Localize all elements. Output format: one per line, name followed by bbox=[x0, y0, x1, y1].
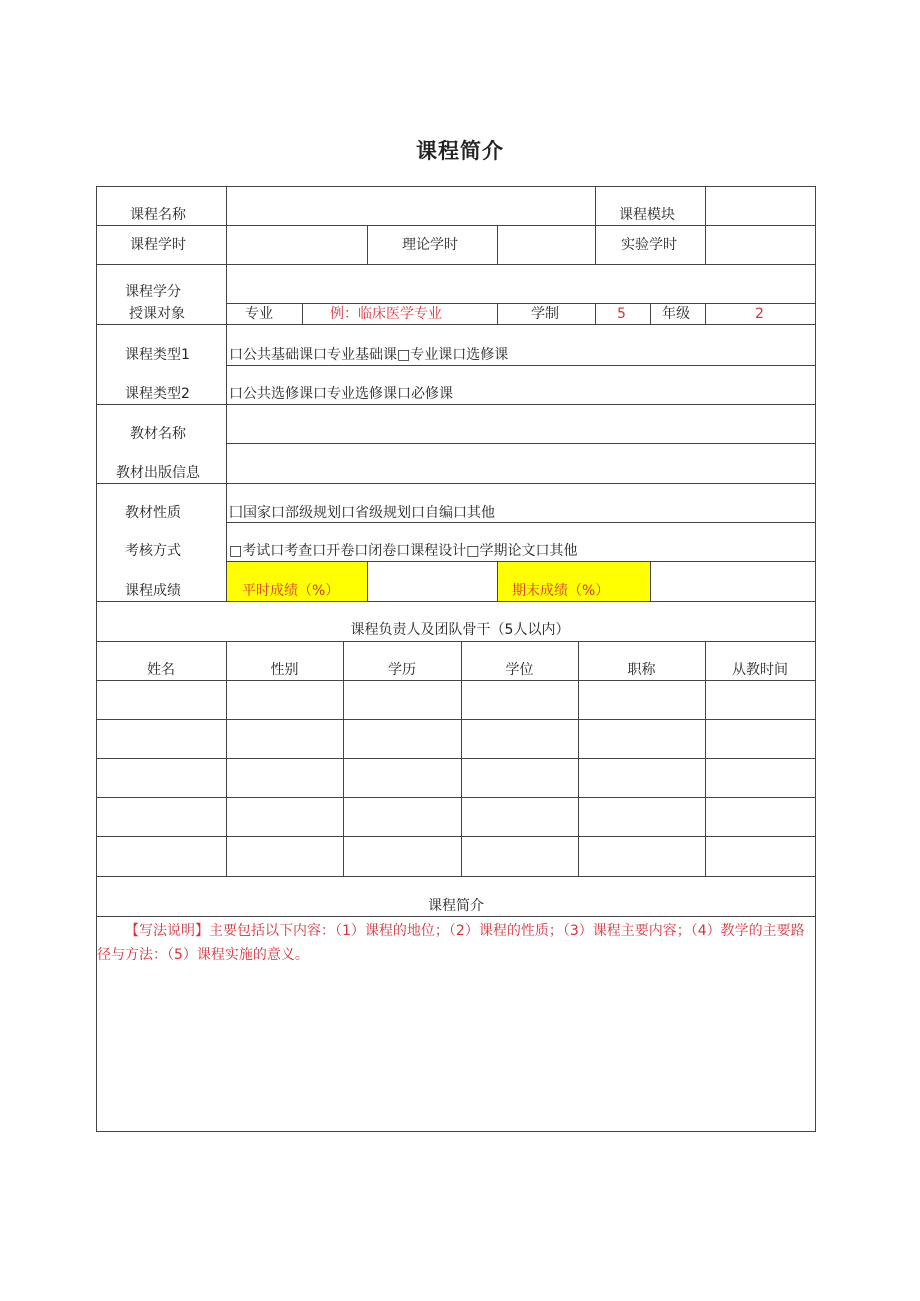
type1-label: 课程类型1 bbox=[125, 347, 190, 363]
grade-value: 2 bbox=[755, 306, 764, 322]
type2-options: 口公共选修课口专业选修课口必修课 bbox=[229, 386, 453, 402]
textbook-label: 教材名称 bbox=[130, 426, 186, 442]
textbook-nature-options: 囗国家口部级规划口省级规划口自编口其他 bbox=[229, 505, 495, 521]
type1-options: 口公共基础课口专业基础课□专业课口选修课 bbox=[229, 347, 509, 363]
grade-composition-label: 课程成绩 bbox=[125, 583, 181, 599]
duration-label: 学制 bbox=[531, 306, 559, 322]
assessment-label: 考核方式 bbox=[125, 543, 181, 559]
course-name-label: 课程名称 bbox=[130, 207, 186, 223]
course-hours-label: 课程学时 bbox=[130, 237, 186, 253]
intro-heading: 课程简介 bbox=[428, 898, 484, 914]
page-title: 课程简介 bbox=[416, 139, 504, 163]
col-degree: 学位 bbox=[505, 662, 534, 678]
team-heading: 课程负责人及团队骨干（5人以内） bbox=[350, 622, 570, 638]
duration-value: 5 bbox=[617, 306, 626, 322]
credits-label: 课程学分 bbox=[125, 284, 181, 300]
theory-hours-label: 理论学时 bbox=[402, 237, 458, 253]
usual-score-label: 平时成绩（%） bbox=[242, 583, 340, 599]
textbook-nature-label: 教材性质 bbox=[125, 505, 181, 521]
type2-label: 课程类型2 bbox=[125, 386, 190, 402]
col-title: 职称 bbox=[627, 662, 656, 678]
major-label: 专业 bbox=[245, 306, 273, 322]
assessment-options: □考试口考查口开卷口闭卷口课程设计□学期论文口其他 bbox=[229, 543, 578, 559]
final-score-label: 期末成绩（%） bbox=[512, 583, 610, 599]
col-gender: 性别 bbox=[270, 662, 299, 678]
course-module-label: 课程模块 bbox=[619, 207, 675, 223]
major-value: 例：临床医学专业 bbox=[330, 306, 442, 322]
publish-label: 教材出版信息 bbox=[116, 465, 200, 481]
col-name: 姓名 bbox=[147, 662, 175, 678]
col-education: 学历 bbox=[388, 662, 416, 678]
grade-label: 年级 bbox=[662, 306, 690, 322]
lab-hours-label: 实验学时 bbox=[621, 237, 677, 253]
audience-label: 授课对象 bbox=[129, 306, 185, 322]
intro-writing-note: 【写法说明】主要包括以下内容：（1）课程的地位；（2）课程的性质；（3）课程主要内容；（4）教学的主要路径与方法：（5）课程实施的意义。 bbox=[97, 923, 805, 963]
col-teaching-years: 从教时间 bbox=[732, 662, 788, 678]
